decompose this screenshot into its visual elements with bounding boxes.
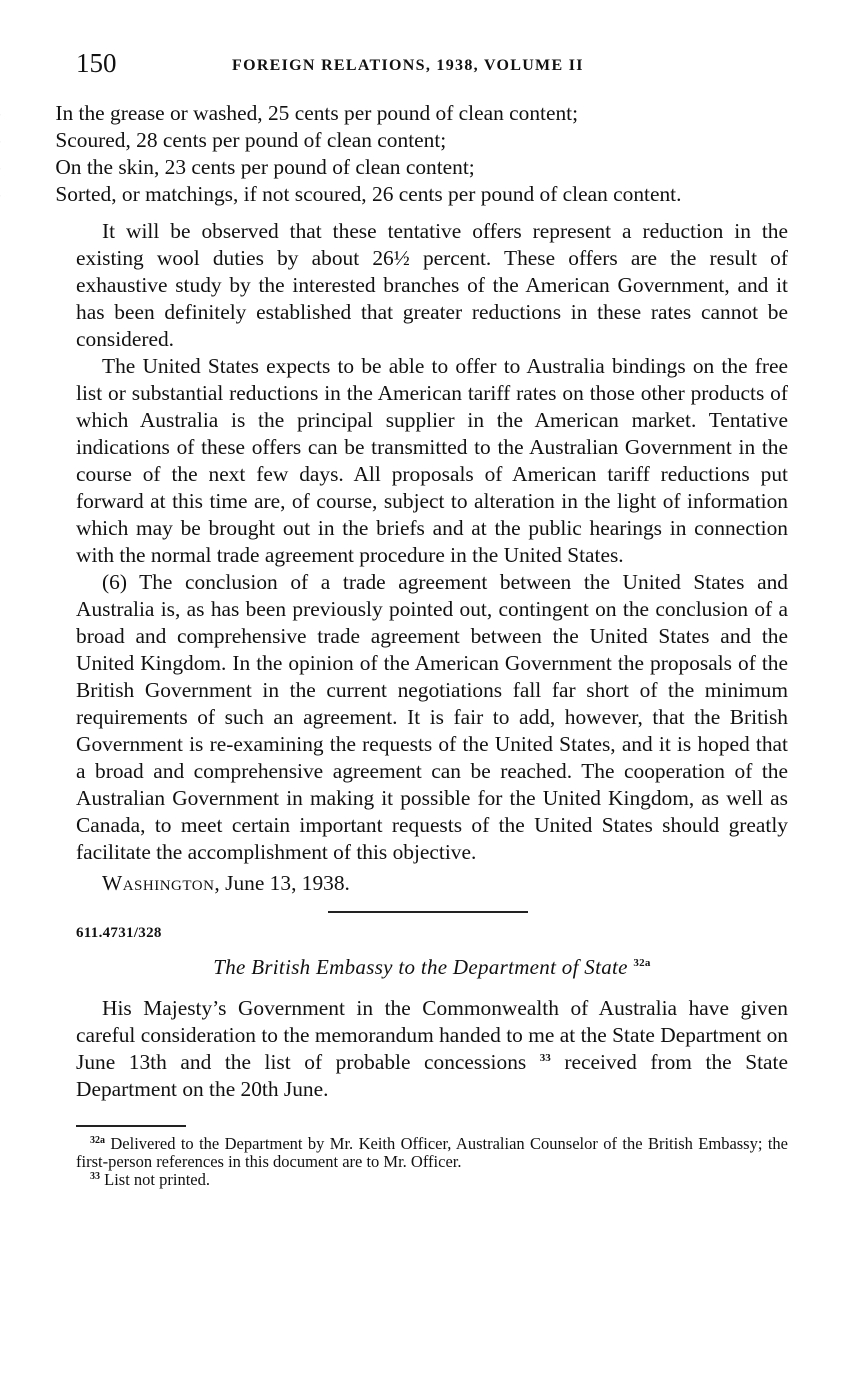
embassy-note-text-2: received from the State Department on the 20th June. [76,1050,788,1101]
main-text [55,100,788,897]
footnote-ref-32a: 32a [633,957,651,969]
rate-list-item [55,127,788,154]
date-text: , June 13, 1938. [214,871,350,895]
footnote-divider [76,1125,186,1127]
file-number: 611.4731/328 [76,925,162,941]
footnote [76,1171,788,1189]
paragraph-wool-duties: It will be observed that these tentative offers represent a reduction in the existing wool duties by about 26½ percent. These offers are the result of exhaustive study by the interested branches of the American Government, and it has been definitely established that greater reductions in these rates cannot be considered. [76,219,788,351]
footnote-marker: 33 [90,1171,100,1182]
document-page [55,46,788,1189]
paragraph-trade-agreement: (6) The conclusion of a trade agreement between the United States and Australia is, as has been previously pointed out, contingent on the conclusion of a broad and comprehensive trade agreement between the United States and the United Kingdom. In the opinion of the American Government the proposals of the British Government in the current negotiations fall far short of the minimum requirements of such an agreement. It is fair to add, however, that the British Government is re-examining the requests of the United States, and it is hoped that a broad and comprehensive agreement can be reached. The cooperation of the Australian Government in making it possible for the United Kingdom, as well as Canada, to meet certain important requests of the United States should greatly facilitate the accomplishment of this objective. [76,570,788,864]
document-title [76,953,788,981]
embassy-document-body [76,995,788,1103]
footnotes [76,1135,788,1189]
footnote [76,1135,788,1171]
footnote-text: List not printed. [100,1170,210,1189]
rate-list-item [55,181,788,208]
list-item-text: On the skin, 23 cents per pound of clean content; [55,155,475,179]
paragraph-other-products: The United States expects to be able to offer to Australia bindings on the free list or substantial reductions in the American tariff rates on those other products of which Australia is the principal supplier in the American market. Tentative indications of these offers can be transmitted to the Australian Government in the course of the next few days. All proposals of American tariff reductions put forward at this time are, of course, subject to alteration in the light of information which may be brought out in the briefs and at the public hearings in connection with the normal trade agreement procedure in the United States. [76,354,788,567]
list-item-text: In the grease or washed, 25 cents per pound of clean content; [55,101,579,125]
paragraph-embassy-note [76,995,788,1103]
section-divider [328,911,528,913]
running-head: FOREIGN RELATIONS, 1938, VOLUME II [232,57,584,74]
place-date-line [76,870,788,897]
footnote-text: Delivered to the Department by Mr. Keith Officer, Australian Counselor of the British Embassy; the first-person references in this document are to Mr. Officer. [76,1134,788,1171]
document-title-text: The British Embassy to the Department of State [213,955,628,979]
embassy-note-text-1: His Majesty’s Government in the Commonwealth of Australia have given careful consideration to the memorandum handed to me at the State Department on June 13th and the list of probable concessions [76,996,788,1074]
list-item-text: Sorted, or matchings, if not scoured, 26 cents per pound of clean content. [55,182,682,206]
page-number: 150 [76,48,117,78]
place-name: Washington [102,871,215,895]
footnote-ref-33: 33 [539,1052,551,1064]
rate-list-item [55,154,788,181]
footnote-marker: 32a [90,1135,105,1146]
list-item-text: Scoured, 28 cents per pound of clean content; [55,128,447,152]
rate-list-item [55,100,788,127]
page-header [76,46,788,88]
